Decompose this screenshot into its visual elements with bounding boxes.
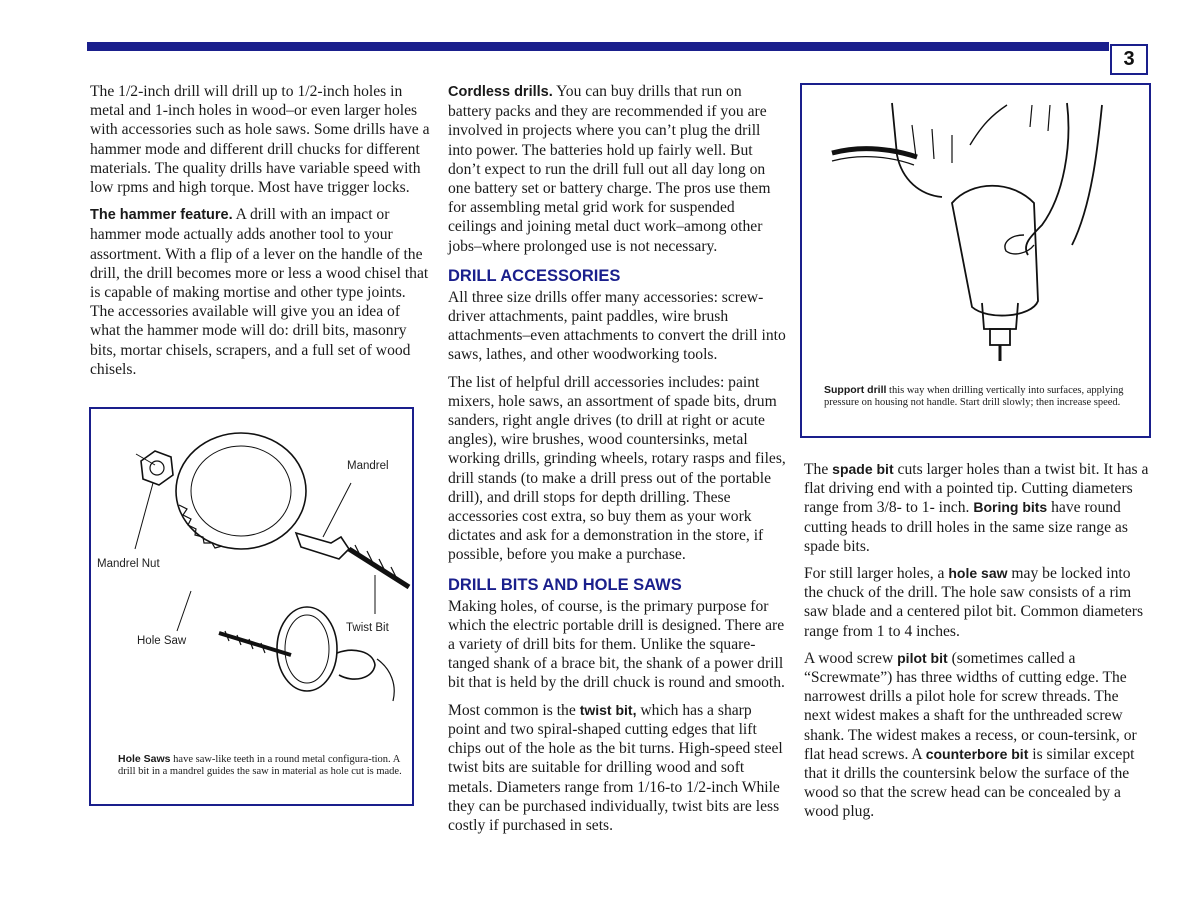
column-middle (448, 82, 786, 843)
cordless-drills-heading: Cordless drills. (448, 84, 553, 100)
spade-bit-pre: The (804, 461, 833, 478)
label-hole-saw: Hole Saw (137, 635, 187, 647)
paragraph-accessories-list: The list of helpful drill accessories includes: paint mixers, hole saws, an assortment of spade bits, drum sanders, right angle drives (to drill at right or acute angles), wire brushes, wood countersinks, metal working drills, grinding wheels, rotary rasps and files, drill stands (to make a drill press out of the portable drill), and drill stops for depth drilling. These accessories cost extra, so buy them as your work dictates and ask for a demonstration in the store, if possible, before you make a purchase. (448, 373, 786, 564)
mandrel-nut (141, 451, 173, 485)
counterbore-bit-text: is similar except that it drills the countersink below the surface of the wood so that the screw head can be concealed by a wood plug. (804, 745, 1135, 821)
hammer-feature-heading: The hammer feature. (90, 207, 233, 224)
heading-drill-bits: DRILL BITS AND HOLE SAWS (448, 575, 682, 594)
header-rule (87, 42, 1109, 51)
column-left (90, 82, 430, 387)
page-number: 3 (1110, 44, 1148, 75)
boring-bits-text: have round cutting heads to drill holes in the same size range as spade bits. (804, 499, 1128, 555)
hole-saw-text: may be locked into the chuck of the drill. The hole saw consists of a rim saw blade and a centered pilot bit. Common diameters range from 1 to 4 inches. (804, 565, 1144, 640)
paragraph-spade-bit (804, 460, 1149, 556)
column-right (804, 460, 1149, 830)
paragraph-making-holes: Making holes, of course, is the primary purpose for which the electric portable drill is designed. There are a variety of drill bits for them. Unlike the square-tanged shank of a brace bit, the shank of a power drill bit that is held by the drill chuck is round and smooth. (448, 597, 785, 692)
drill-bit (349, 549, 409, 587)
small-hole-saw (277, 607, 337, 691)
support-drill-caption-text: this way when drilling vertically into surfaces, applying pressure on housing not handle. Start drill slowly; then increase speed. (824, 385, 1124, 408)
hole-saw-illustration (91, 409, 412, 804)
paragraph-drill-capacity: The 1/2-inch drill will drill up to 1/2-inch holes in metal and 1-inch holes in wood–or even larger holes with accessories such as hole saws. Some drills have a hammer mode and different drill chucks for different materials. The quality drills have variable speed with low rpms and high torque. Most have trigger locks. (90, 83, 430, 197)
hole-saw-caption-lead: Hole Saws (118, 753, 171, 765)
spade-bit-text: cuts larger holes than a twist bit. It has a flat driving end with a pointed tip. Cutting diameters range from 3/8- to 1- inch. (804, 461, 1149, 517)
hand-housing (1026, 103, 1068, 255)
counterbore-bit-keyword: counterbore bit (925, 745, 1029, 762)
twist-bit-keyword: twist bit, (579, 701, 637, 718)
hole-saw-caption-text: have saw-like teeth in a round metal configura-tion. A drill bit in a mandrel guides the saw in material as hole cut is made. (118, 754, 402, 777)
hole-saw-figure (89, 407, 414, 806)
drill-body (952, 186, 1038, 316)
support-drill-caption (824, 384, 1136, 409)
hole-saw-keyword: hole saw (948, 565, 1008, 582)
pilot-bit-keyword: pilot bit (897, 649, 948, 666)
paragraph-twist-bit (448, 701, 786, 835)
hole-saw-caption (118, 753, 403, 778)
boring-bits-keyword: Boring bits (973, 499, 1048, 516)
support-drill-figure (800, 83, 1151, 438)
power-cord (832, 149, 917, 157)
pilot-bit-pre: A wood screw (804, 649, 898, 667)
drill-chuck (990, 329, 1010, 345)
support-drill-illustration (802, 85, 1149, 375)
hammer-feature-text: A drill with an impact or hammer mode actually adds another tool to your assortment. With a flip of a lever on the handle of the drill, the drill becomes more or less a wood chisel that is capable of making mortise and other type joints. The accessories available will give you an idea of what the hammer mode will do: drill bits, masonry bits, mortar chisels, scrapers, and a full set of wood chisels. (90, 206, 429, 378)
label-twist-bit: Twist Bit (346, 622, 389, 634)
hole-saw-pre: For still larger holes, a (804, 565, 949, 583)
label-mandrel: Mandrel (347, 460, 389, 472)
twist-bit-text: which has a sharp point and two spiral-shaped cutting edges that lift chips out of the hole as the bit turns. High-speed steel twist bits are suitable for drilling wood and soft metals. Diameters range from 1/16-to 1/2-inch While they can be purchased individually, twist bits are less costly if purchased in sets. (448, 701, 783, 834)
paragraph-accessories-intro: All three size drills offer many accessories: screw-driver attachments, paint paddles, wire brush attachments–even attachments to convert the drill into saws, lathes, and other woodworking tools. (448, 288, 786, 364)
support-drill-caption-lead: Support drill (824, 384, 887, 396)
pilot-bit-text: (sometimes called a “Screwmate”) has three widths of cutting edge. The narrowest drills a pilot hole for screw threads. The next widest makes a shaft for the unthreaded screw shank. The widest makes a recess, or coun-tersink, or flat head screws. A (804, 649, 1137, 763)
paragraph-hammer-feature (90, 205, 430, 379)
paragraph-cordless-drills (448, 82, 786, 256)
cordless-drills-text: You can buy drills that run on battery packs and they are recommended if you are involved in projects where you can’t plug the drill into power. The batteries hold up fairly well. But don’t expect to run the drill full out all day long on one battery set or battery charge. The pros use them for assembling metal grid work for suspended ceilings and joining metal duct work–among other jobs–where prolonged use is not necessary. (448, 83, 771, 255)
twist-bit-pre: Most common is the (448, 701, 580, 719)
paragraph-pilot-bit (804, 649, 1149, 822)
label-mandrel-nut: Mandrel Nut (97, 558, 160, 570)
paragraph-hole-saw (804, 564, 1149, 641)
heading-drill-accessories: DRILL ACCESSORIES (448, 266, 621, 285)
mandrel (296, 533, 349, 559)
spade-bit-keyword: spade bit (832, 461, 894, 477)
